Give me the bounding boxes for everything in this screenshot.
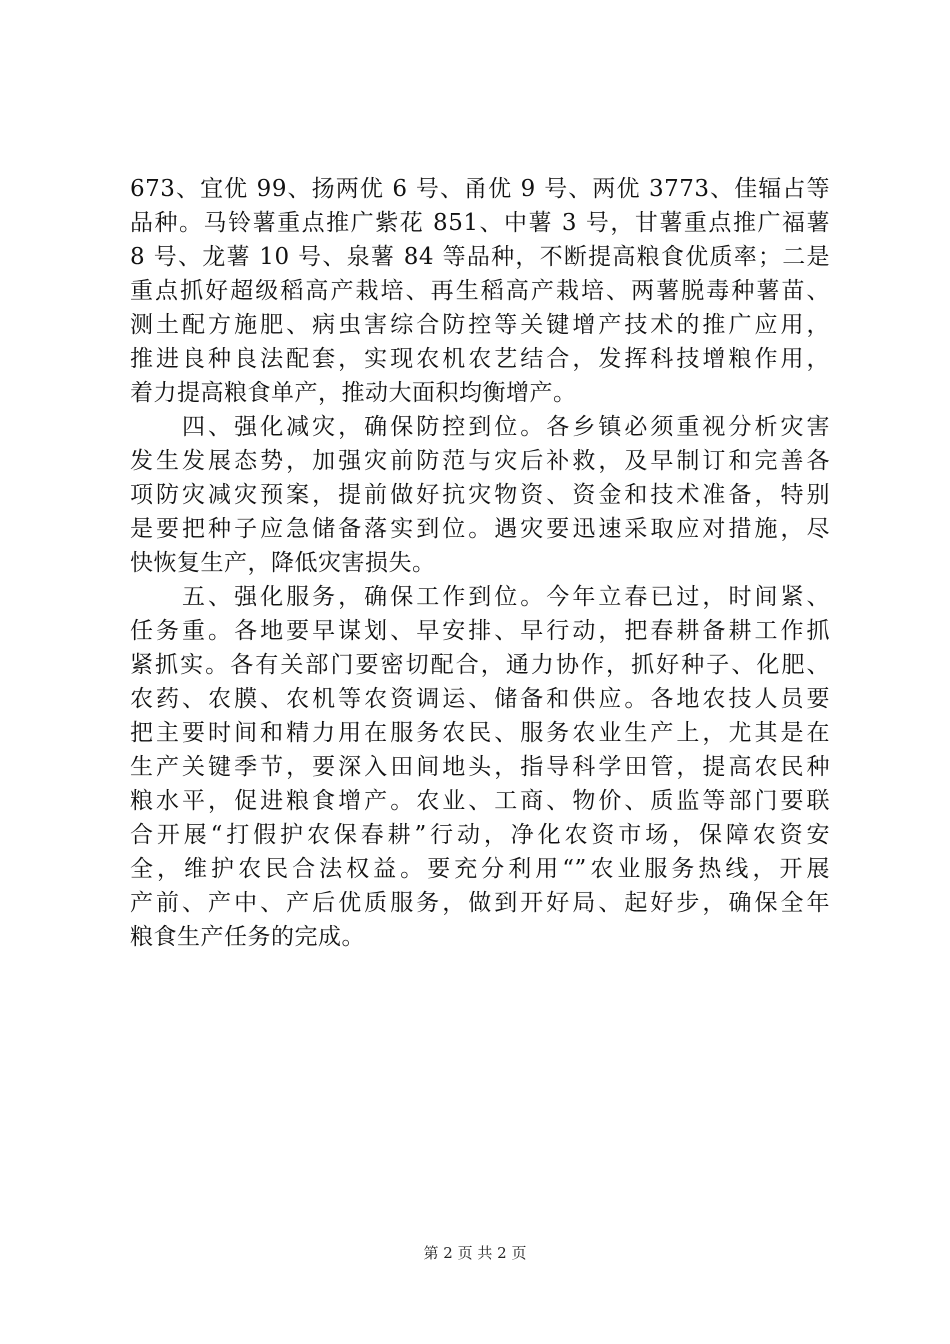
body-text: [130, 172, 830, 954]
text-line: 测土配方施肥、病虫害综合防控等关键增产技术的推广应用，: [130, 312, 830, 338]
text-line: 快恢复生产，降低灾害损失。: [130, 550, 436, 576]
text-line: 重点抓好超级稻高产栽培、再生稻高产栽培、两薯脱毒种薯苗、: [130, 278, 830, 304]
text-line: 五、强化服务，确保工作到位。今年立春已过，时间紧、: [130, 584, 830, 610]
text-line: 紧抓实。各有关部门要密切配合，通力协作，抓好种子、化肥、: [130, 652, 830, 678]
text-line: 发生发展态势，加强灾前防范与灾后补救，及早制订和完善各: [130, 448, 830, 474]
text-line: 农药、农膜、农机等农资调运、储备和供应。各地农技人员要: [130, 686, 830, 712]
text-line: 推进良种良法配套，实现农机农艺结合，发挥科技增粮作用，: [130, 346, 830, 372]
text-line: 全，维护农民合法权益。要充分利用“”农业服务热线，开展: [130, 856, 830, 882]
text-line: 673、宜优 99、扬两优 6 号、甬优 9 号、两优 3773、佳辐占等: [130, 176, 830, 202]
text-line: 8 号、龙薯 10 号、泉薯 84 等品种，不断提高粮食优质率；二是: [130, 244, 830, 270]
text-line: 粮水平，促进粮食增产。农业、工商、物价、质监等部门要联: [130, 788, 830, 814]
text-line: 任务重。各地要早谋划、早安排、早行动，把春耕备耕工作抓: [130, 618, 830, 644]
text-line: 产前、产中、产后优质服务，做到开好局、起好步，确保全年: [130, 890, 830, 916]
text-line: 品种。马铃薯重点推广紫花 851、中薯 3 号，甘薯重点推广福薯: [130, 210, 830, 236]
page-number-footer: 第 2 页 共 2 页: [423, 1244, 527, 1262]
text-line: 着力提高粮食单产，推动大面积均衡增产。: [130, 380, 577, 406]
text-line: 生产关键季节，要深入田间地头，指导科学田管，提高农民种: [130, 754, 830, 780]
text-line: 粮食生产任务的完成。: [130, 924, 365, 950]
text-line: 把主要时间和精力用在服务农民、服务农业生产上，尤其是在: [130, 720, 830, 746]
text-line: 合开展“打假护农保春耕”行动，净化农资市场，保障农资安: [130, 822, 830, 848]
text-line: 是要把种子应急储备落实到位。遇灾要迅速采取应对措施，尽: [130, 516, 830, 542]
text-line: 项防灾减灾预案，提前做好抗灾物资、资金和技术准备，特别: [130, 482, 830, 508]
text-line: 四、强化减灾，确保防控到位。各乡镇必须重视分析灾害: [130, 414, 830, 440]
